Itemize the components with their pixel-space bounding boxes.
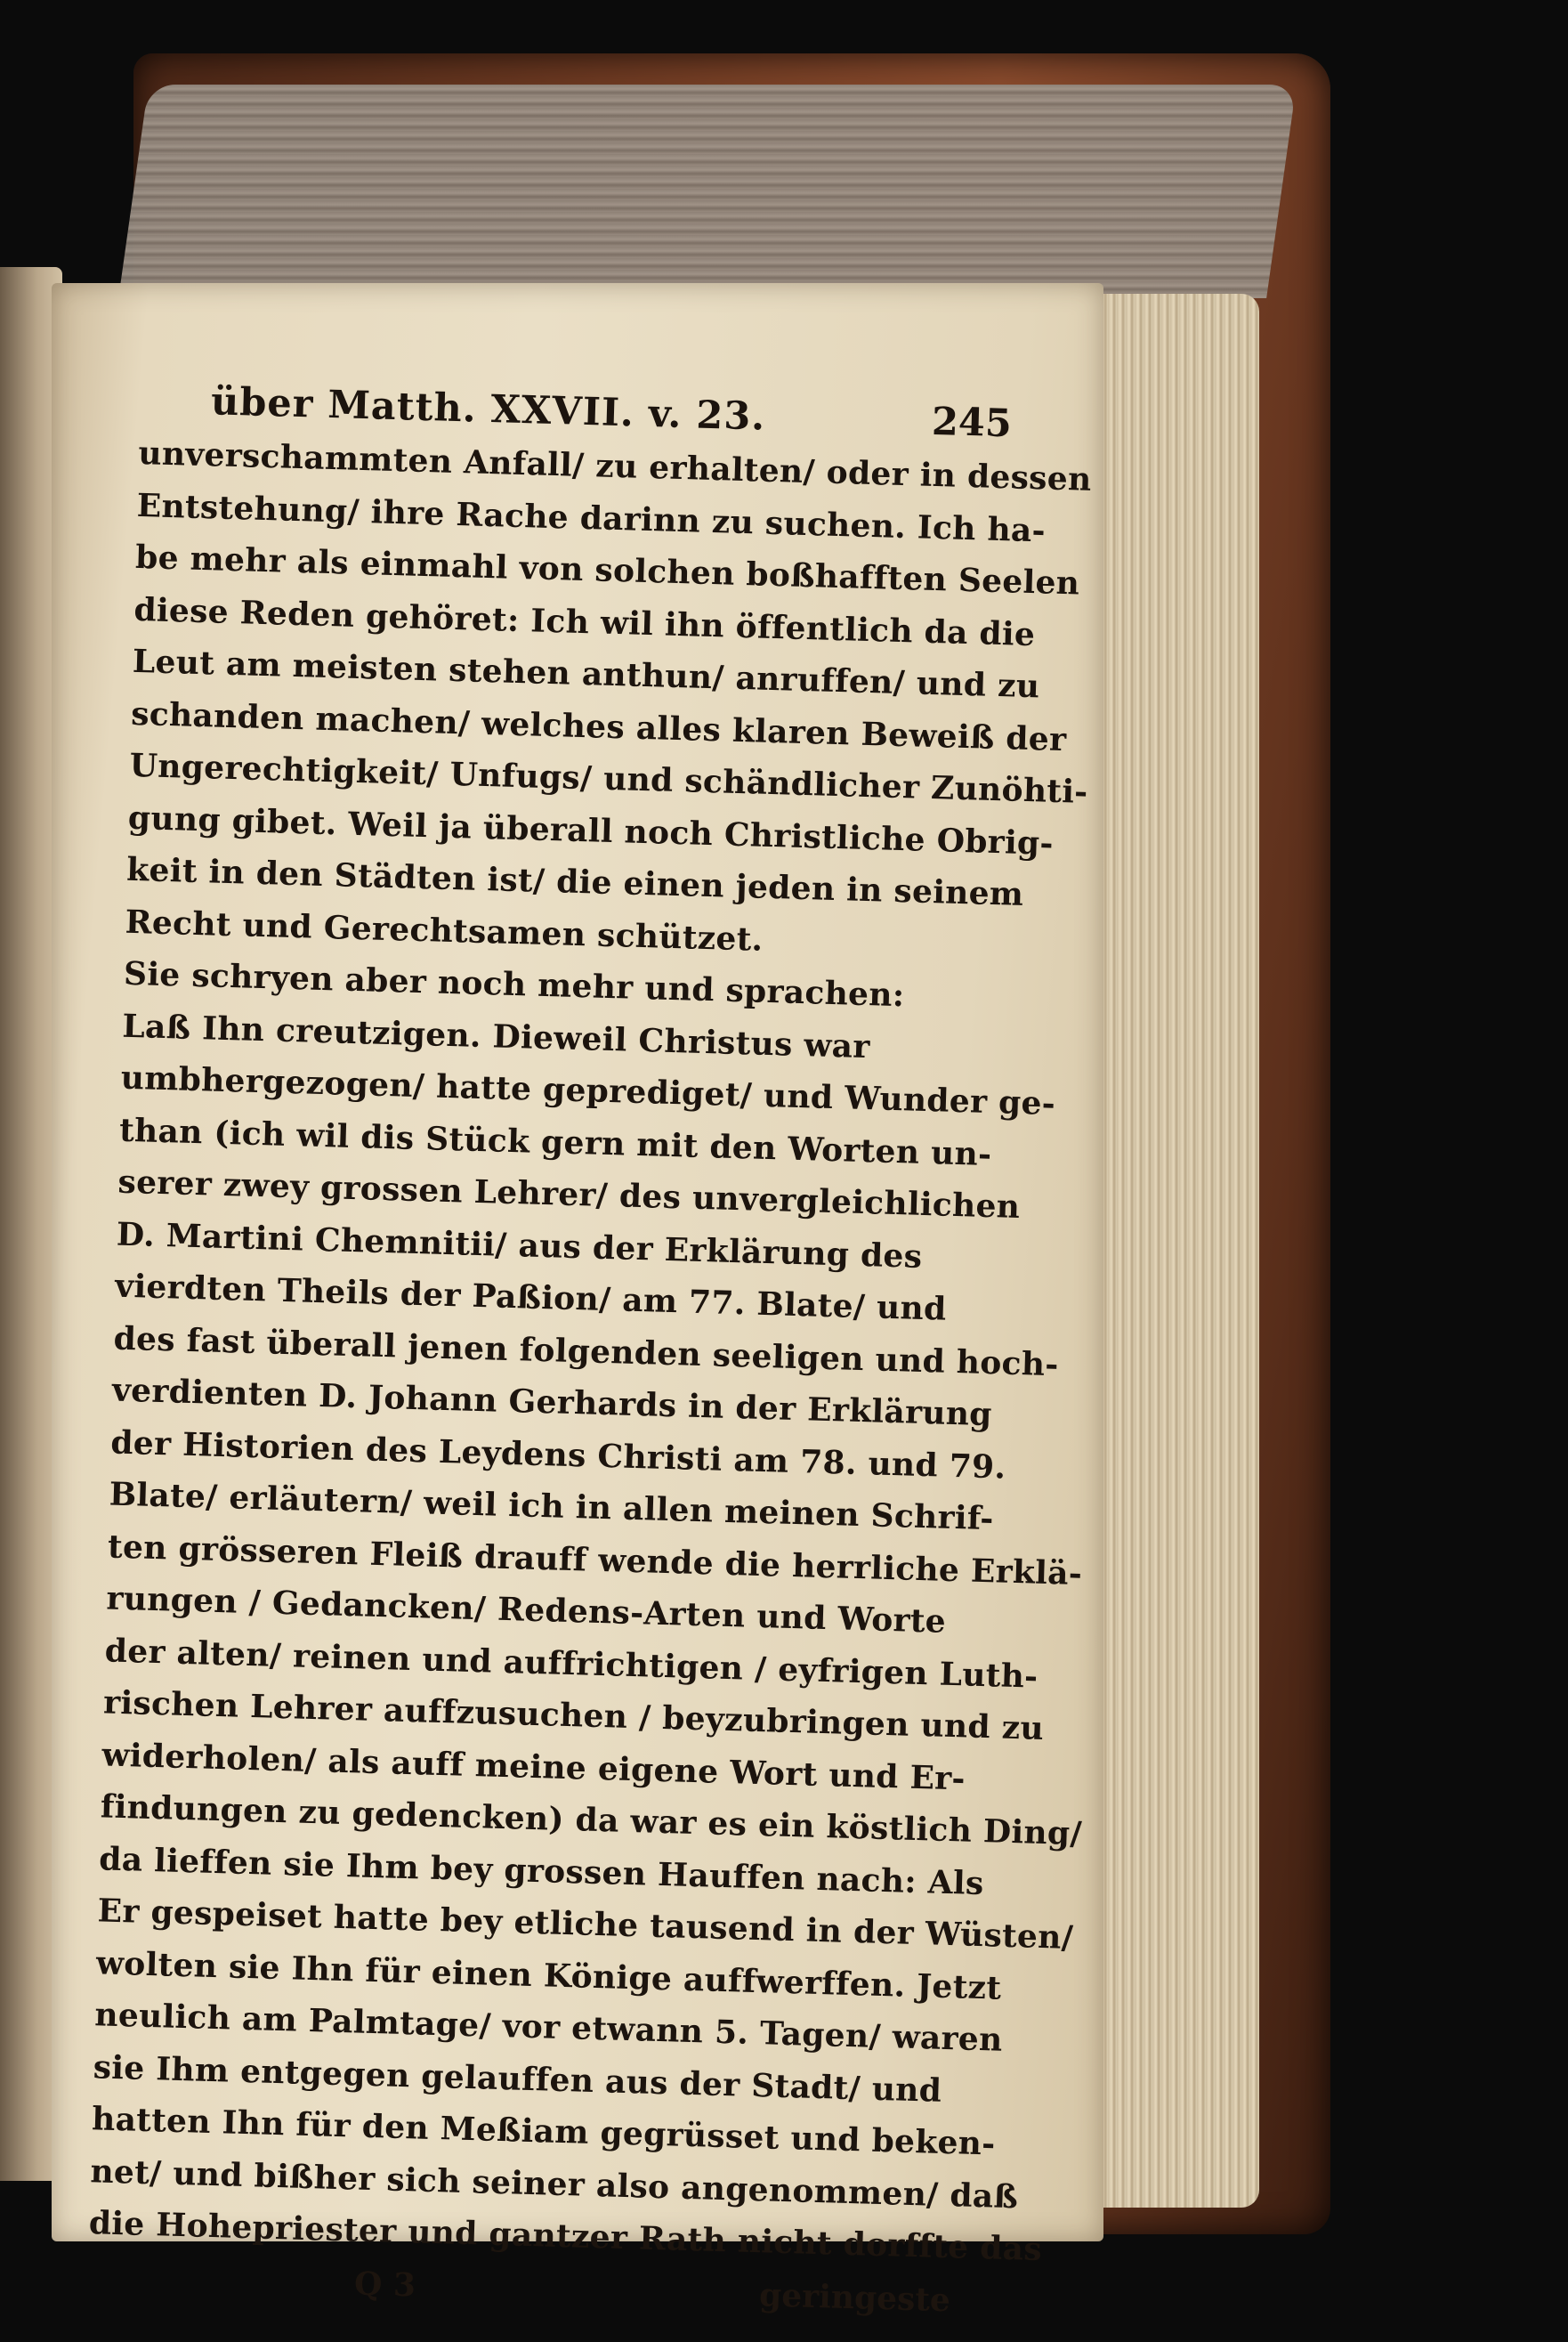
running-head: über Matth. XXVII. v. 23. [210, 379, 766, 440]
text-line: Leut am meisten stehen anthun/ anruffen/ und zu [132, 642, 1040, 706]
text-line: die Hohepriester und gantzer Rath nicht dorffte das [88, 2204, 1043, 2269]
text-line: rungen / Gedancken/ Redens-Arten und Worte [105, 1579, 947, 1641]
text-line: diese Reden gehöret: Ich wil ihn öffentlich da die [133, 590, 1036, 653]
page-edges-top [118, 85, 1297, 298]
text-line: gung gibet. Weil ja überall noch Christliche Obrig- [127, 798, 1055, 863]
text-line: rischen Lehrer auffzusuchen / beyzubringen und zu [102, 1683, 1045, 1747]
text-line: unverschammten Anfall/ zu erhalten/ oder in dessen [137, 434, 1093, 498]
text-line: D. Martini Chemnitii/ aus der Erklärung des [116, 1215, 923, 1276]
signature-mark: Q 3 [353, 2265, 416, 2304]
text-line: Sie schryen aber noch mehr und sprachen: [123, 954, 905, 1015]
text-line: umbhergezogen/ hatte geprediget/ und Wunder ge- [120, 1058, 1056, 1123]
text-line: Entstehung/ ihre Rache darinn zu suchen. Ich ha- [136, 486, 1047, 549]
text-line: da lieffen sie Ihm bey grossen Hauffen nach: Als [98, 1839, 985, 1902]
text-line: wolten sie Ihn für einen Könige auffwerffen. Jetzt [95, 1943, 1002, 2007]
text-line: widerholen/ als auff meine eigene Wort und Er- [101, 1735, 966, 1797]
text-line: sie Ihm entgegen gelauffen aus der Stadt/ und [93, 2047, 942, 2110]
page-edges-side [1090, 294, 1259, 2208]
text-line: Laß Ihn creutzigen. Dieweil Christus war [121, 1007, 871, 1066]
text-line: serer zwey grossen Lehrer/ des unvergleichlichen [117, 1163, 1021, 1226]
text-line: des fast überall jenen folgenden seeligen und hoch- [113, 1319, 1060, 1383]
text-line: schanden machen/ welches alles klaren Beweiß der [130, 694, 1067, 758]
text-line: Ungerechtigkeit/ Unfugs/ und schändlicher Zunöhti- [129, 746, 1089, 811]
text-line: neulich am Palmtage/ vor etwann 5. Tagen/ waren [93, 1996, 1004, 2059]
page-text [86, 372, 1093, 2328]
text-line: Blate/ erläutern/ weil ich in allen meinen Schrif- [109, 1475, 995, 1538]
text-line: findungen zu gedencken) da war es ein köstlich Ding/ [100, 1787, 1083, 1853]
book-page [52, 283, 1103, 2319]
text-line: hatten Ihn für den Meßiam gegrüsset und beken- [91, 2100, 997, 2163]
text-line: verdienten D. Johann Gerhards in der Erklärung [111, 1371, 993, 1434]
text-line: be mehr als einmahl von solchen boßhafften Seelen [134, 538, 1080, 603]
text-line: ten grösseren Fleiß drauff wende die herrliche Erklä- [107, 1527, 1083, 1592]
text-line: vierdten Theils der Paßion/ am 77. Blate/ und [114, 1267, 948, 1328]
text-line: keit in den Städten ist/ die einen jeden in seinem [125, 850, 1024, 913]
text-line: Recht und Gerechtsamen schützet. [125, 903, 764, 959]
page-number: 245 [931, 399, 1013, 447]
text-line: than (ich wil dis Stück gern mit den Worten un- [118, 1111, 992, 1173]
text-line: der Historien des Leydens Christi am 78. und 79. [109, 1423, 1006, 1487]
catchword: geringeste [758, 2275, 951, 2319]
text-line: net/ und bißher sich seiner also angenommen/ daß [89, 2152, 1019, 2216]
text-line: der alten/ reinen und auffrichtigen / eyfrigen Luth- [104, 1631, 1039, 1696]
text-line: Er gespeiset hatte bey etliche tausend in der Wüsten/ [97, 1892, 1074, 1957]
